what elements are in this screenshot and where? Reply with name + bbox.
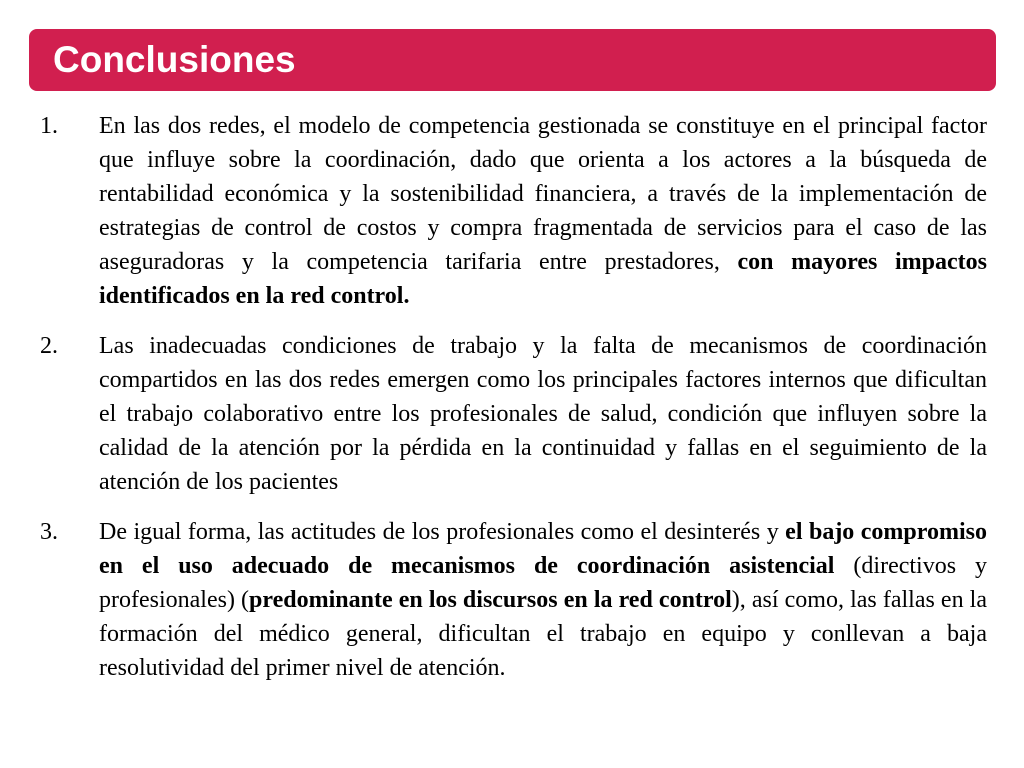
text-segment: (directivos y profesionales) ( — [99, 553, 987, 613]
list-item — [0, 109, 1024, 313]
item-number: 2. — [40, 333, 58, 359]
item-number: 3. — [40, 519, 58, 545]
bold-segment: predominante en los discursos en la red control — [249, 587, 732, 613]
page-title: Conclusiones — [53, 39, 296, 80]
bold-segment: con mayores impactos identificados en la red control. — [99, 249, 987, 309]
item-text — [99, 109, 987, 313]
title-bar — [29, 29, 996, 91]
text-segment: Las inadecuadas condiciones de trabajo y la falta de mecanismos de coordinación compartidos en las dos redes emergen como los principales factores internos que dificultan el trabajo colaborativo entre los profesionales de salud, condición que influyen sobre la calidad de la atención por la pérdida en la continuidad y fallas en el seguimiento de la atención de los pacientes — [99, 333, 987, 495]
list-item — [0, 515, 1024, 685]
item-text — [99, 329, 987, 499]
item-text — [99, 515, 987, 685]
conclusions-list — [0, 109, 1024, 685]
item-number: 1. — [40, 113, 58, 139]
text-segment: De igual forma, las actitudes de los profesionales como el desinterés y — [99, 519, 786, 545]
text-segment: ), así como, las fallas en la formación del médico general, dificultan el trabajo en equipo y conllevan a baja resolutividad del primer nivel de atención. — [99, 587, 987, 681]
list-item — [0, 329, 1024, 499]
bold-segment: el bajo compromiso en el uso adecuado de mecanismos de coordinación asistencial — [99, 519, 987, 579]
text-segment: En las dos redes, el modelo de competencia gestionada se constituye en el principal factor que influye sobre la coordinación, dado que orienta a los actores a la búsqueda de rentabilidad económica y la sostenibilidad financiera, a través de la implementación de estrategias de control de costos y compra fragmentada de servicios para el caso de las aseguradoras y la competencia tarifaria entre prestadores, — [99, 113, 987, 275]
